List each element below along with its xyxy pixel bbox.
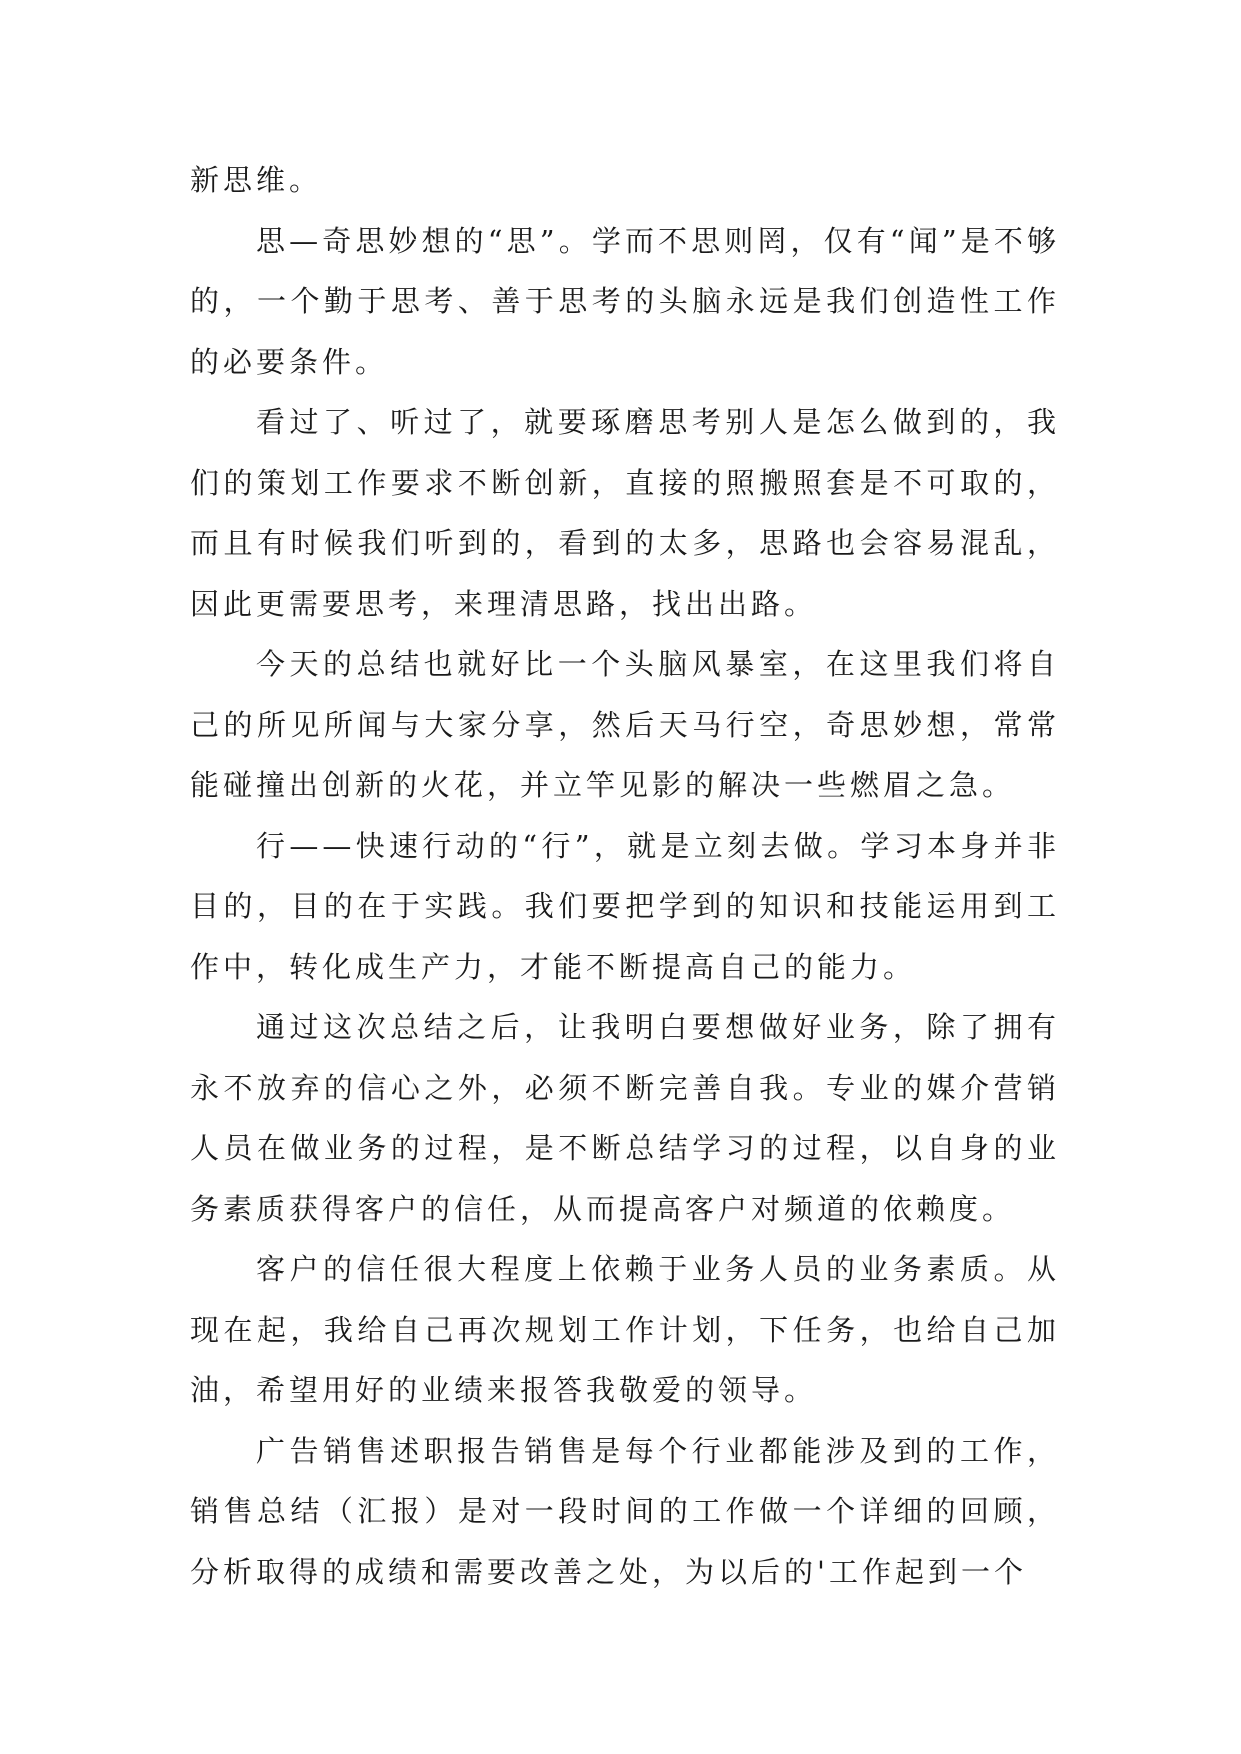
- paragraph: 新思维。: [190, 163, 323, 197]
- paragraph: 今天的总结也就好比一个头脑风暴室，在这里我们将自己的所见所闻与大家分享，然后天马行空，奇思妙想，常常能碰撞出创新的火花，并立竿见影的解决一些燃眉之急。: [190, 647, 1060, 802]
- paragraph: 通过这次总结之后，让我明白要想做好业务，除了拥有永不放弃的信心之外，必须不断完善自我。专业的媒介营销人员在做业务的过程，是不断总结学习的过程，以自身的业务素质获得客户的信任，从而提高客户对频道的依赖度。: [190, 1010, 1060, 1226]
- paragraph: 广告销售述职报告销售是每个行业都能涉及到的工作，销售总结（汇报）是对一段时间的工作做一个详细的回顾，分析取得的成绩和需要改善之处，为以后的'工作起到一个: [190, 1433, 1060, 1589]
- paragraph: 行——快速行动的“行”，就是立刻去做。学习本身并非目的，目的在于实践。我们要把学到的知识和技能运用到工作中，转化成生产力，才能不断提高自己的能力。: [190, 828, 1060, 984]
- document-page: [190, 150, 1060, 1602]
- paragraph: 客户的信任很大程度上依赖于业务人员的业务素质。从现在起，我给自己再次规划工作计划，下任务，也给自己加油，希望用好的业绩来报答我敬爱的领导。: [190, 1252, 1060, 1407]
- paragraph: 看过了、听过了，就要琢磨思考别人是怎么做到的，我们的策划工作要求不断创新，直接的照搬照套是不可取的，而且有时候我们听到的，看到的太多，思路也会容易混乱，因此更需要思考，来理清思路，找出出路。: [190, 405, 1060, 621]
- paragraph: 思—奇思妙想的“思”。学而不思则罔，仅有“闻”是不够的，一个勤于思考、善于思考的头脑永远是我们创造性工作的必要条件。: [190, 223, 1060, 379]
